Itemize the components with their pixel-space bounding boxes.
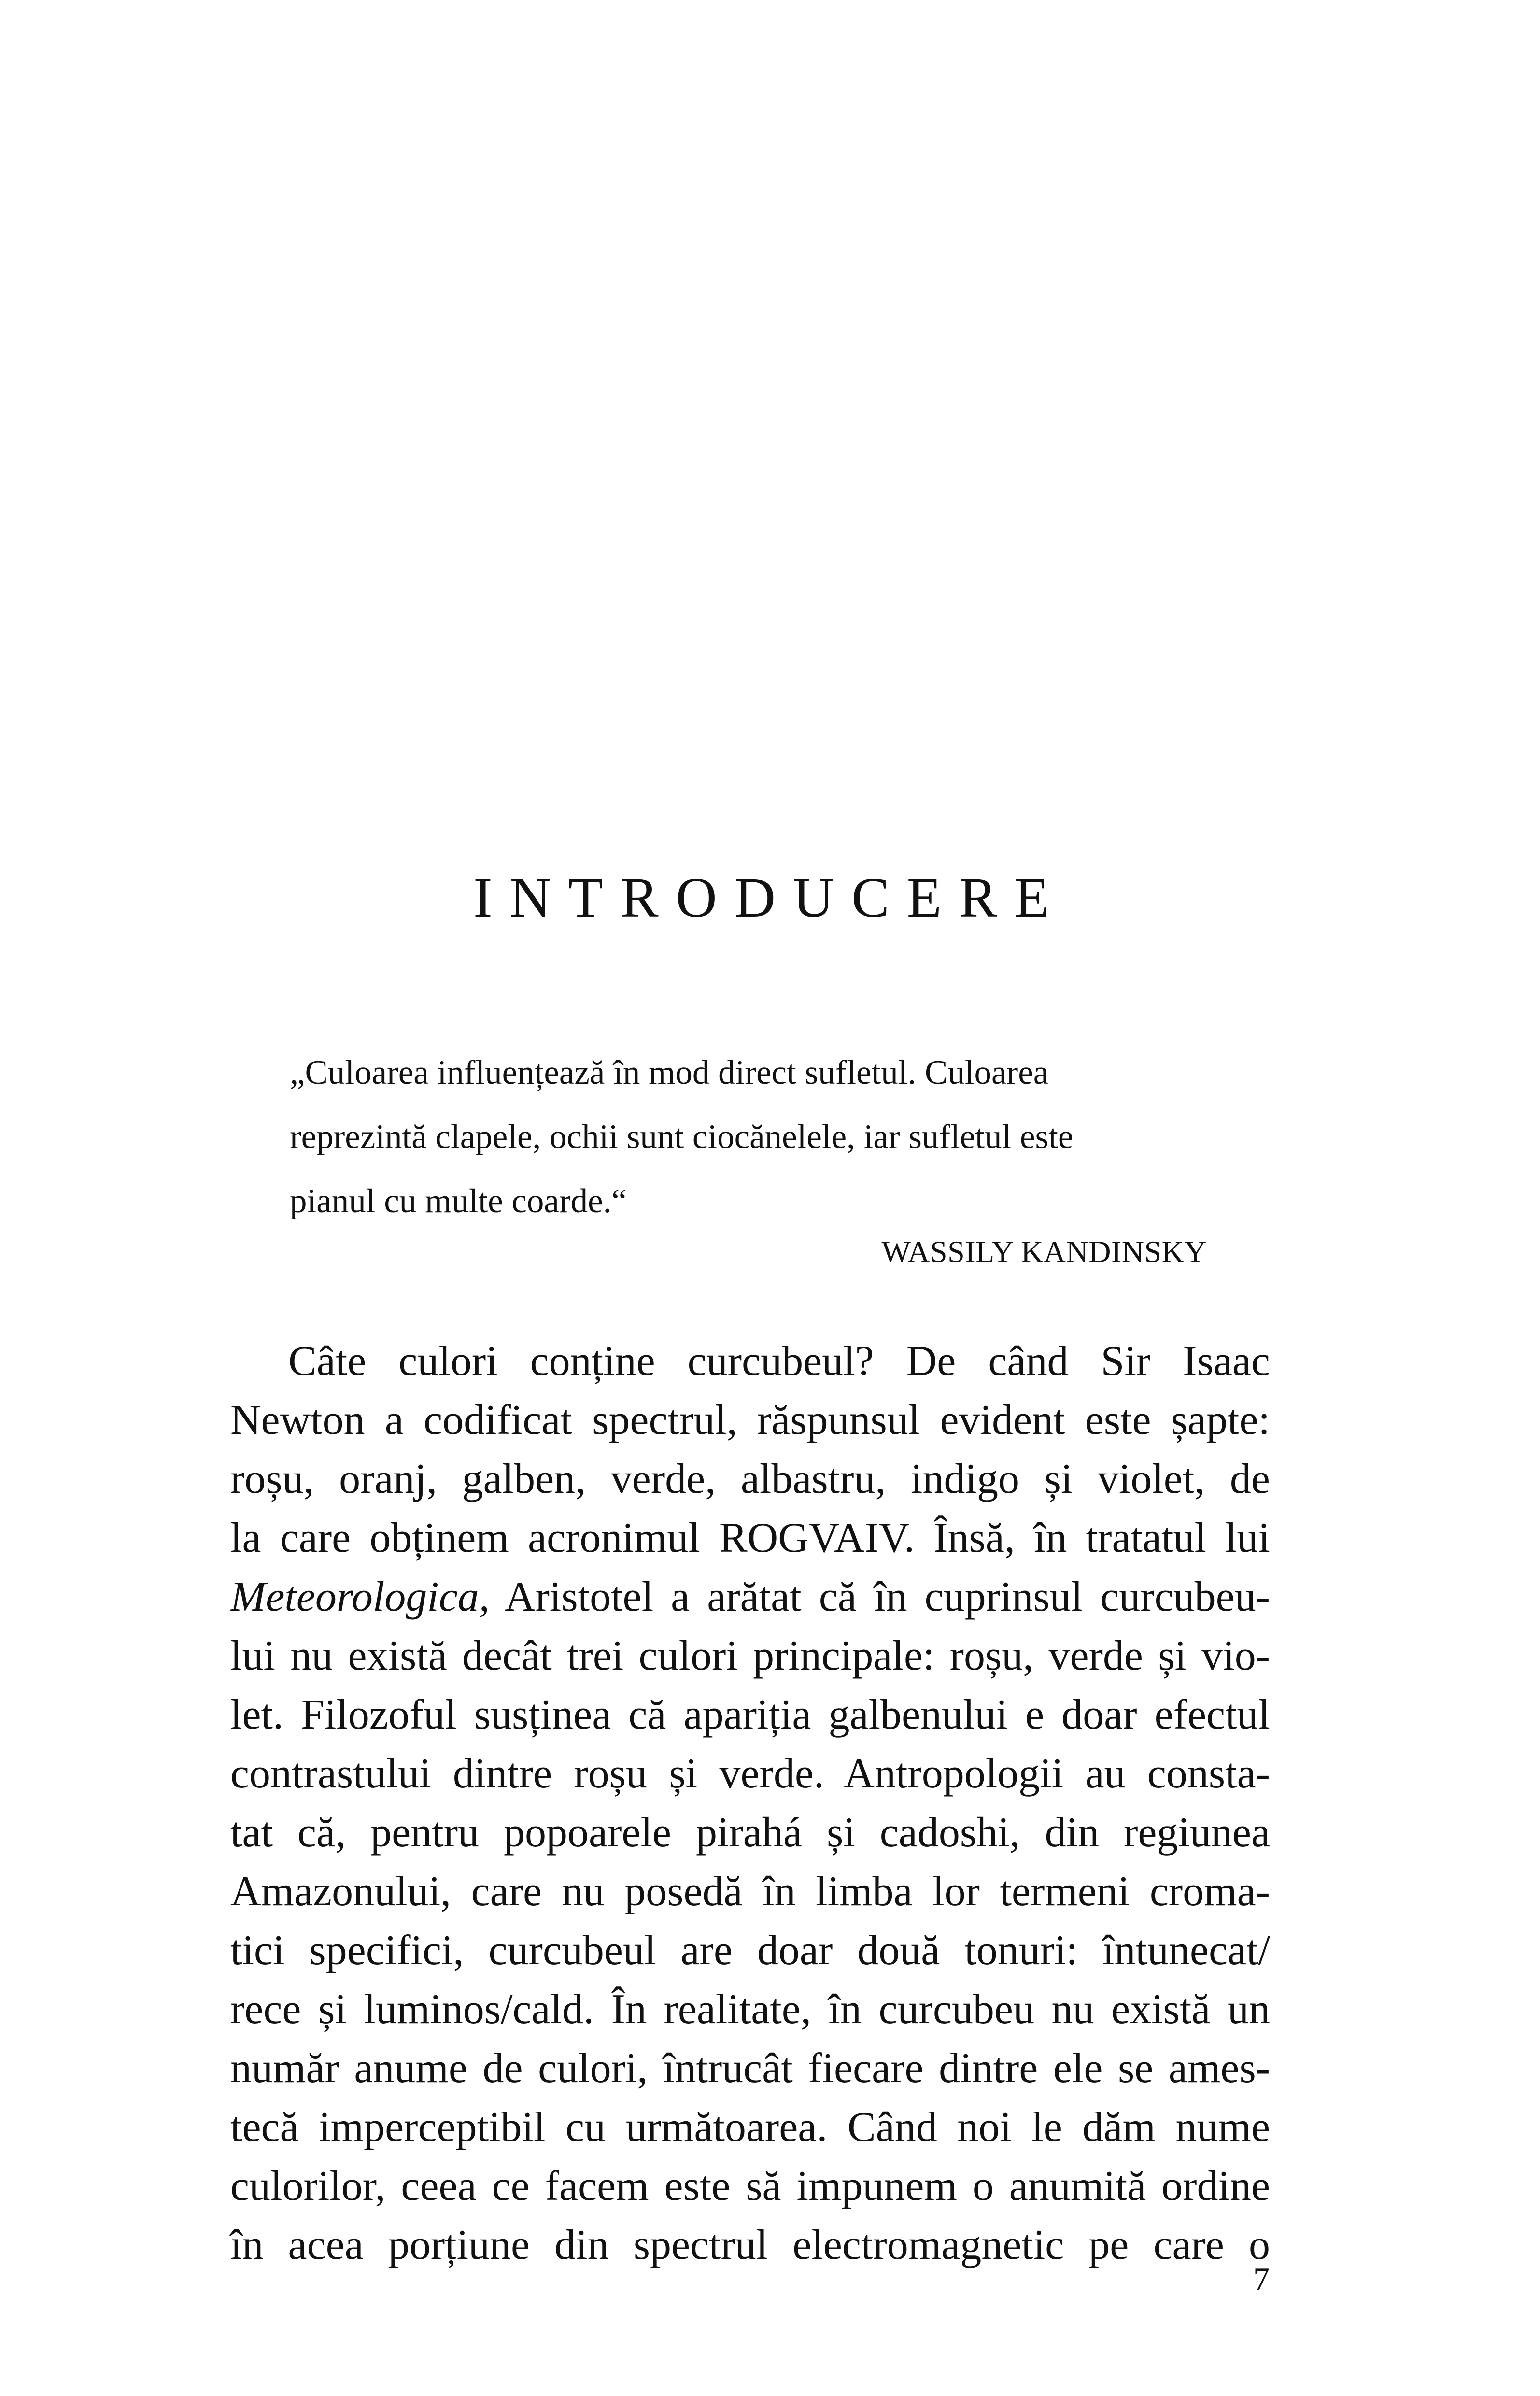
body-line: la care obținem acronimul ROGVAIV. Însă, în tratatul lui: [230, 1515, 1270, 1561]
epigraph-line: reprezintă clapele, ochii sunt ciocănelele, iar sufletul este: [290, 1118, 1074, 1156]
epigraph-quote: [290, 1041, 1212, 1233]
body-line: culorilor, ceea ce facem este să impunem o anumită ordine: [230, 2163, 1270, 2210]
body-line: tecă imperceptibil cu următoarea. Când noi le dăm nume: [230, 2104, 1270, 2151]
body-line: în acea porțiune din spectrul electromagnetic pe care o: [230, 2222, 1270, 2268]
body-line: tat că, pentru popoarele pirahá și cadoshi, din regiunea: [230, 1809, 1270, 1856]
chapter-title: INTRODUCERE: [473, 866, 1067, 929]
body-line-rest: Aristotel a arătat că în cuprinsul curcubeu-: [489, 1574, 1270, 1620]
body-line: Amazonului, care nu posedă în limba lor termeni croma-: [230, 1868, 1270, 1915]
body-line: lui nu există decât trei culori principale: roșu, verde și vio-: [230, 1632, 1270, 1679]
body-line: let. Filozoful susținea că apariția galbenului e doar efectul: [230, 1691, 1270, 1738]
body-line: tici specifici, curcubeul are doar două tonuri: întunecat/: [230, 1927, 1270, 1974]
body-line: Newton a codificat spectrul, răspunsul evident este șapte:: [230, 1397, 1270, 1444]
epigraph-line: „Culoarea influențează în mod direct sufletul. Culoarea: [290, 1054, 1049, 1092]
body-line: Câte culori conține curcubeul? De când Sir Isaac: [288, 1338, 1270, 1385]
epigraph-line: pianul cu multe coarde.“: [290, 1182, 627, 1220]
body-line: roșu, oranj, galben, verde, albastru, indigo și violet, de: [230, 1456, 1270, 1503]
body-line: rece și luminos/cald. În realitate, în curcubeu nu există un: [230, 1986, 1270, 2033]
body-line: număr anume de culori, întrucât fiecare dintre ele se ames-: [230, 2045, 1270, 2092]
body-line: contrastului dintre roșu și verde. Antropologii au consta-: [230, 1750, 1270, 1797]
epigraph-author: WASSILY KANDINSKY: [881, 1234, 1207, 1269]
book-title-italic: Meteorologica,: [230, 1574, 490, 1620]
page-number: 7: [1253, 2261, 1270, 2297]
body-line: [230, 1568, 1270, 1627]
body-paragraph: [230, 1332, 1270, 2275]
